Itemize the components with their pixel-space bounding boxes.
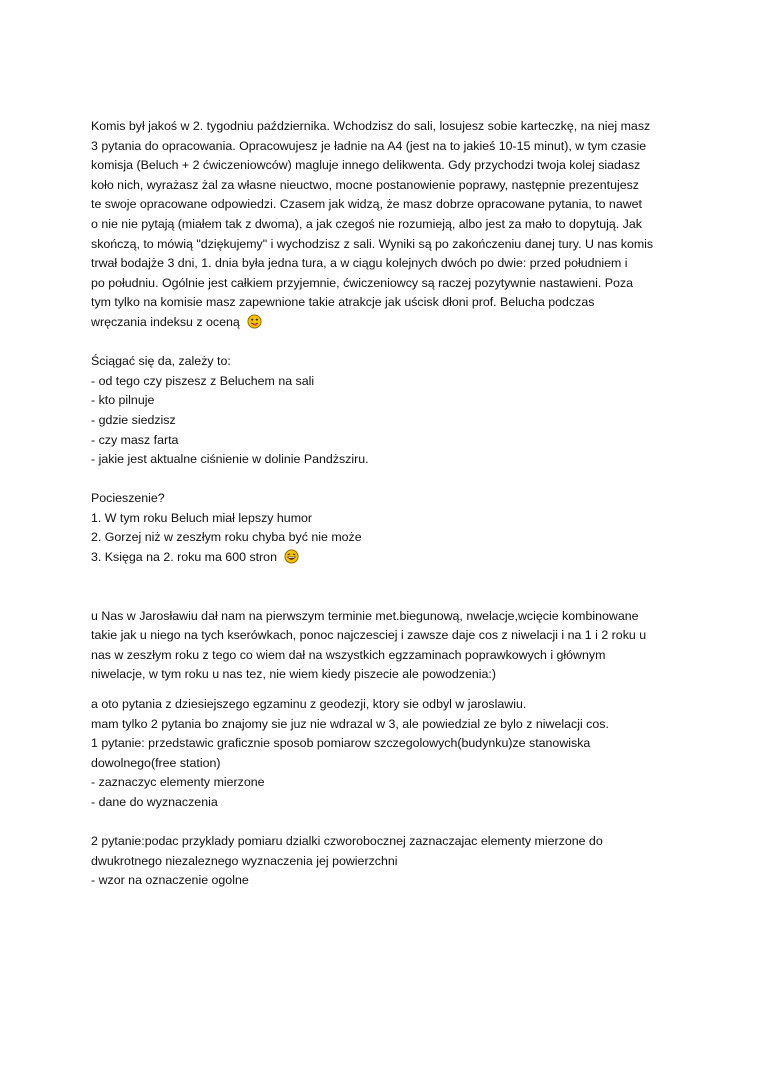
text-line: takie jak u niego na tych kserówkach, ponoc najczesciej i zawsze daje cos z niwelacji i na 1 i 2 roku u bbox=[91, 628, 647, 643]
list-item: 2. Gorzej niż w zeszłym roku chyba być nie może bbox=[91, 530, 362, 545]
laughing-smiley-icon bbox=[284, 549, 299, 564]
text-line: mam tylko 2 pytania bo znajomy sie juz nie wdrazal w 3, ale powiedzial ze bylo z niwelacji cos. bbox=[91, 716, 609, 731]
list-item: 1. W tym roku Beluch miał lepszy humor bbox=[91, 510, 313, 525]
question-2-paragraph bbox=[91, 832, 681, 891]
text-line: 2 pytanie:podac przyklady pomiaru dzialki czworobocznej zaznaczajac elementy mierzone do bbox=[91, 834, 603, 849]
text-line: tym tylko na komisie masz zapewnione takie atrakcje jak uścisk dłoni prof. Belucha podczas bbox=[91, 295, 595, 310]
text-line bbox=[91, 313, 681, 333]
text-fragment: 3. Księga na 2. roku ma 600 stron bbox=[91, 550, 277, 565]
jaroslaw-paragraph bbox=[91, 607, 681, 685]
paragraph-komis bbox=[91, 117, 681, 333]
text-line: komisja (Beluch + 2 ćwiczeniowców) magluje innego delikwenta. Gdy przychodzi twoja kolej siadasz bbox=[91, 158, 641, 173]
text-line: Komis był jakoś w 2. tygodniu października. Wchodzisz do sali, losujesz sobie karteczkę, na niej masz bbox=[91, 119, 651, 133]
text-line: 1 pytanie: przedstawic graficznie sposob pomiarow szczegolowych(budynku)ze stanowiska bbox=[91, 736, 591, 751]
list-item: - gdzie siedzisz bbox=[91, 412, 176, 427]
cheating-section bbox=[91, 352, 681, 470]
text-line: koło nich, wyrażasz żal za własne nieuctwo, mocne postanowienie poprawy, następnie prezentujesz bbox=[91, 177, 640, 192]
text-line: niwelacje, w tym roku u nas tez, nie wiem kiedy piszecie ale powodzenia:) bbox=[91, 667, 496, 682]
list-item: - od tego czy piszesz z Beluchem na sali bbox=[91, 373, 315, 388]
text-line: u Nas w Jarosławiu dał nam na pierwszym terminie met.biegunową, nwelacje,wcięcie kombinowane bbox=[91, 608, 639, 623]
list-item: - kto pilnuje bbox=[91, 393, 155, 408]
list-item bbox=[91, 548, 681, 568]
section-heading: Pocieszenie? bbox=[91, 491, 165, 506]
text-line: te swoje opracowane odpowiedzi. Czasem jak widzą, że masz dobrze opracowane pytania, to nawet bbox=[91, 197, 642, 212]
section-heading: Ściągać się da, zależy to: bbox=[91, 354, 231, 369]
text-line: dwukrotnego niezaleznego wyznaczenia jej powierzchni bbox=[91, 853, 398, 868]
exam-questions-paragraph bbox=[91, 695, 681, 813]
text-line: 3 pytania do opracowania. Opracowujesz je ładnie na A4 (jest na to jakieś 10-15 minut), w tym czasie bbox=[91, 138, 647, 153]
tongue-out-smiley-icon bbox=[247, 314, 262, 329]
document-page bbox=[91, 117, 681, 891]
text-fragment: wręczania indeksu z oceną bbox=[91, 314, 240, 329]
text-line: a oto pytania z dziesiejszego egzaminu z geodezji, ktory sie odbyl w jaroslawiu. bbox=[91, 697, 527, 712]
list-item: - czy masz farta bbox=[91, 432, 179, 447]
list-item: - wzor na oznaczenie ogolne bbox=[91, 873, 249, 888]
list-item: - zaznaczyc elementy mierzone bbox=[91, 775, 265, 790]
text-line: trwał bodajże 3 dni, 1. dnia była jedna tura, a w ciągu kolejnych dwóch po dwie: przed południem i bbox=[91, 256, 628, 271]
text-line: nas w zeszłym roku z tego co wiem dał na wszystkich egzzaminach poprawkowych i głównym bbox=[91, 647, 606, 662]
text-line: skończą, to mówią "dziękujemy" i wychodzisz z sali. Wyniki są po zakończeniu danej tury. U nas komis bbox=[91, 236, 654, 251]
text-line: o nie nie pytają (miałem tak z dwoma), a jak czegoś nie rozumieją, albo jest za mało to dopytują. Jak bbox=[91, 216, 642, 231]
list-item: - jakie jest aktualne ciśnienie w dolinie Pandższiru. bbox=[91, 452, 369, 467]
text-line: po południu. Ogólnie jest całkiem przyjemnie, ćwiczeniowcy są raczej pozytywnie nastawieni. Poza bbox=[91, 275, 633, 290]
text-line: dowolnego(free station) bbox=[91, 755, 221, 770]
comfort-section bbox=[91, 489, 681, 567]
list-item: - dane do wyznaczenia bbox=[91, 795, 218, 809]
